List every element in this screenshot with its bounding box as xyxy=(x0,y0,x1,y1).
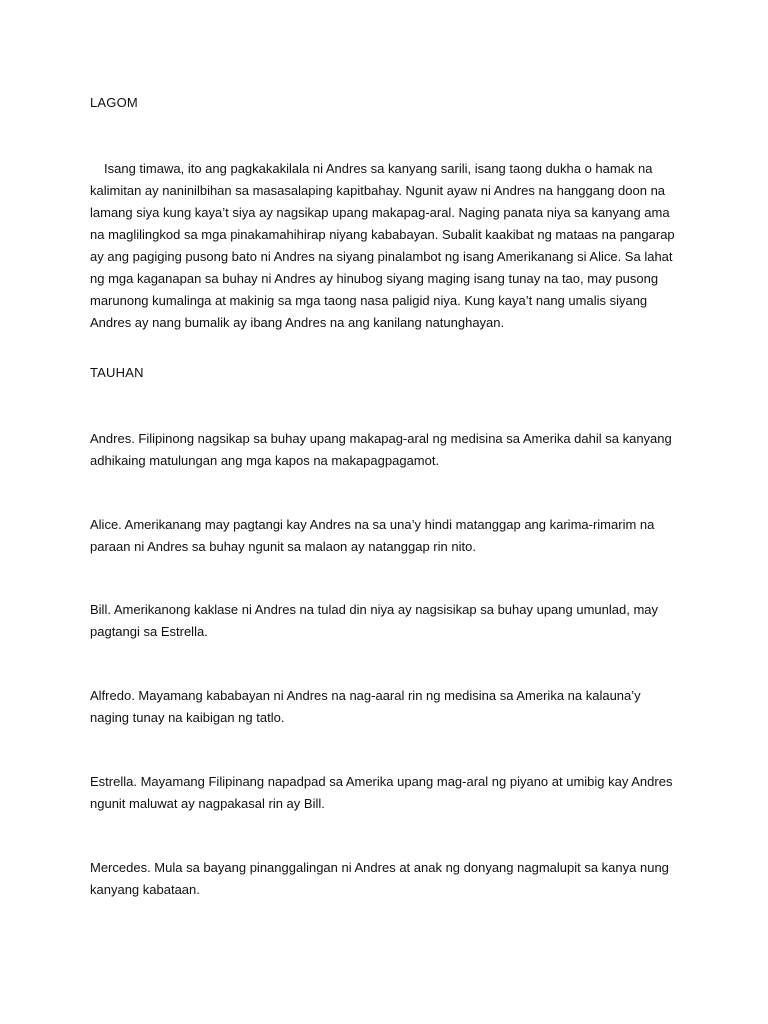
character-entry-bill: Bill. Amerikanong kaklase ni Andres na tulad din niya ay nagsisikap sa buhay upang umunlad, may pagtangi sa Estrella. xyxy=(90,602,659,639)
summary-paragraph: Isang timawa, ito ang pagkakakilala ni Andres sa kanyang sarili, isang taong dukha o hamak na kalimitan ay naninilbihan sa masasalaping kapitbahay. Ngunit ayaw ni Andres na hanggang doon na lamang siya kung kaya’t siya ay nagsikap upang makapag-aral. Naging panata niya sa kanyang ama na maglilingkod sa mga pinakamahihirap niyang kababayan. Subalit kaakibat ng mataas na pangarap ay ang pagiging pusong bato ni Andres na siyang pinalambot ng isang Amerikanang si Alice. Sa lahat ng mga kaganapan sa buhay ni Andres ay hinubog siyang maging isang tunay na tao, may pusong marunong kumalinga at makinig sa mga taong nasa paligid niya. Kung kaya’t nang umalis siyang Andres ay nang bumalik ay ibang Andres na ang kanilang natunghayan. xyxy=(90,161,675,330)
character-entry-alice: Alice. Amerikanang may pagtangi kay Andres na sa una’y hindi matanggap ang karima-rimarim na paraan ni Andres sa buhay ngunit sa malaon ay natanggap rin nito. xyxy=(90,517,655,554)
summary-heading: LAGOM xyxy=(90,95,138,110)
character-entry-mercedes: Mercedes. Mula sa bayang pinanggalingan ni Andres at anak ng donyang nagmalupit sa kanya nung kanyang kabataan. xyxy=(90,860,669,897)
character-entry-estrella: Estrella. Mayamang Filipinang napadpad sa Amerika upang mag-aral ng piyano at umibig kay Andres ngunit maluwat ay nagpakasal rin ay Bill. xyxy=(90,774,673,811)
character-entry-alfredo: Alfredo. Mayamang kababayan ni Andres na nag-aaral rin ng medisina sa Amerika na kalauna’y naging tunay na kaibigan ng tatlo. xyxy=(90,688,641,725)
characters-heading: TAUHAN xyxy=(90,365,144,380)
character-entry-andres: Andres. Filipinong nagsikap sa buhay upang makapag-aral ng medisina sa Amerika dahil sa kanyang adhikaing matulungan ang mga kapos na makapagpagamot. xyxy=(90,431,672,468)
